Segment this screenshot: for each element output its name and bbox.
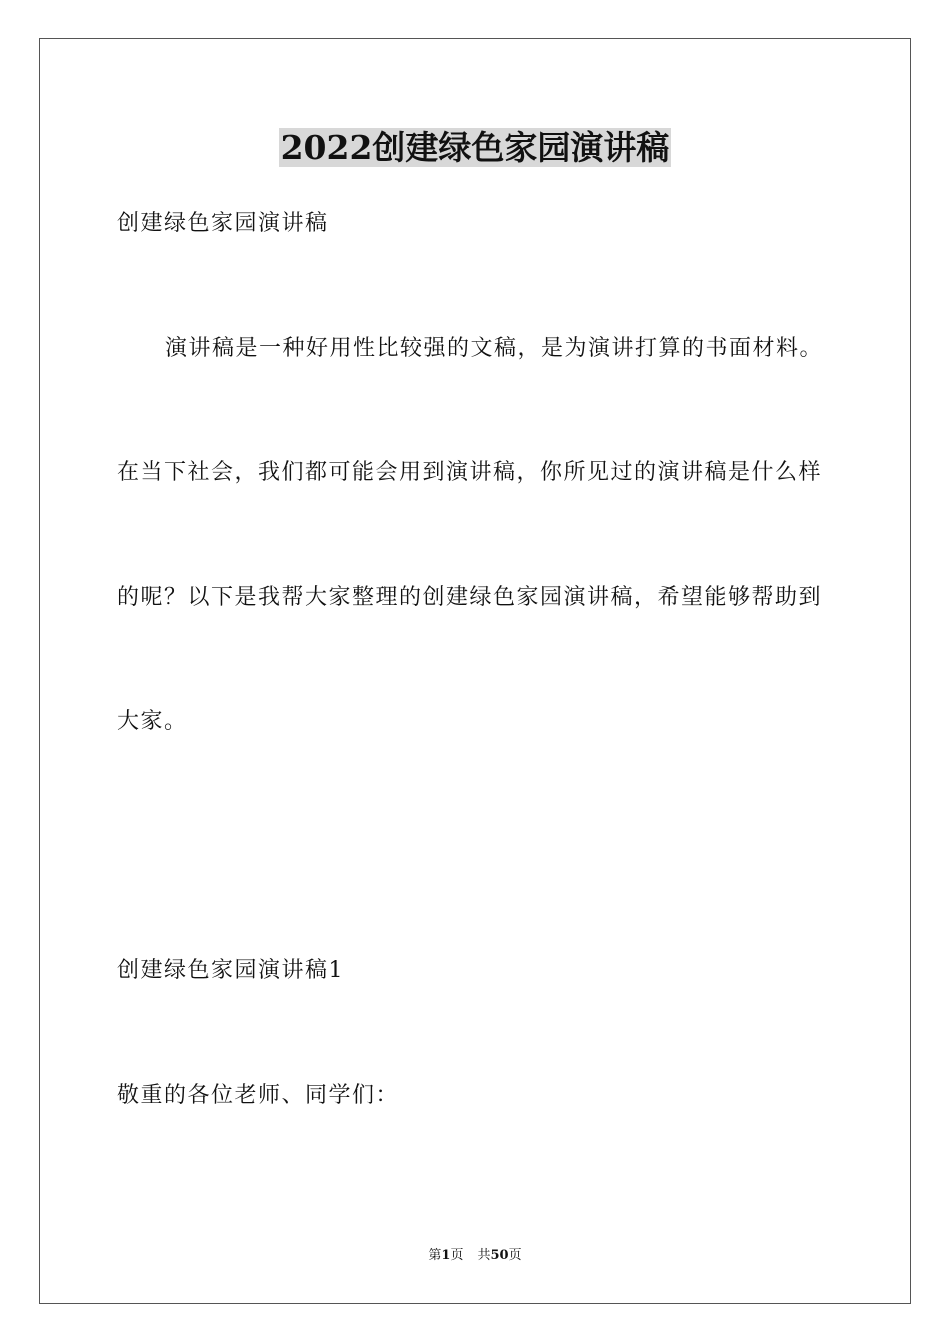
document-title-text: 2022创建绿色家园演讲稿: [280, 128, 670, 167]
footer-page-prefix: 第: [428, 1248, 442, 1263]
paragraph-line-3: 的呢？以下是我帮大家整理的创建绿色家园演讲稿，希望能够帮助到: [117, 585, 823, 610]
footer-page-suffix: 页: [450, 1248, 464, 1263]
paragraph-line-4: 大家。: [117, 709, 188, 734]
footer-total-pages: 50: [490, 1248, 509, 1263]
page-footer: [0, 1247, 950, 1265]
footer-page-number: 1: [441, 1248, 451, 1263]
subtitle-line: 创建绿色家园演讲稿: [117, 211, 329, 236]
footer-total-suffix: 页: [508, 1248, 522, 1263]
section-heading: 创建绿色家园演讲稿1: [117, 958, 344, 983]
paragraph-line-1: 演讲稿是一种好用性比较强的文稿，是为演讲打算的书面材料。: [165, 336, 824, 361]
salutation-line: 敬重的各位老师、同学们：: [117, 1083, 400, 1108]
document-title: [0, 126, 950, 170]
footer-total-prefix: 共: [477, 1248, 491, 1263]
paragraph-line-2: 在当下社会，我们都可能会用到演讲稿，你所见过的演讲稿是什么样: [117, 460, 823, 485]
